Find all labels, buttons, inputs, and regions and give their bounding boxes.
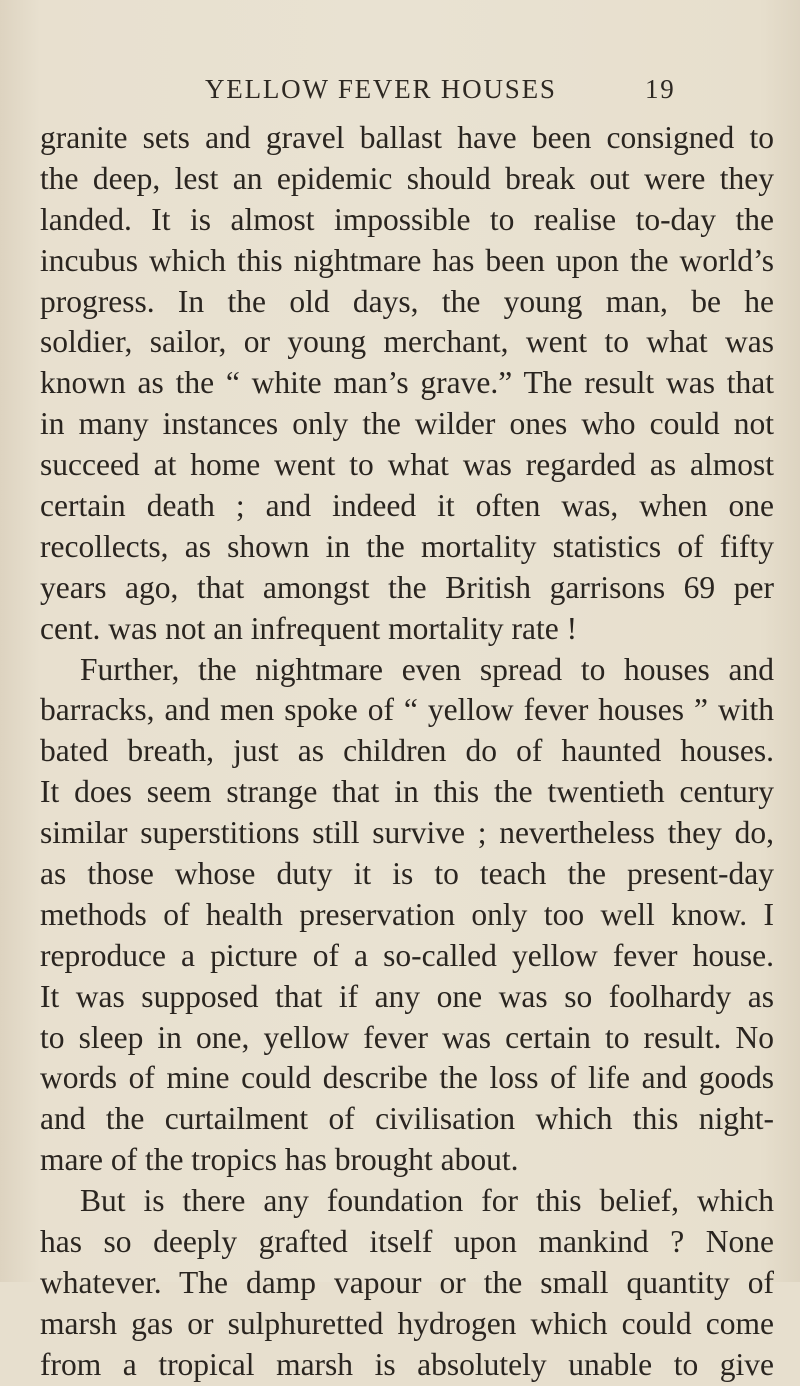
text-line: reproduce a picture of a so-called yellow fever house.	[40, 937, 774, 973]
text-line: has so deeply grafted itself upon mankind ? None	[40, 1224, 774, 1260]
running-head-title: YELLOW FEVER HOUSES	[205, 74, 557, 104]
text-line: marsh gas or sulphuretted hydrogen which could come	[40, 1305, 774, 1341]
text-line: the deep, lest an epidemic should break out were they	[40, 160, 774, 196]
page-number: 19	[645, 74, 676, 104]
text-line: mare of the tropics has brought about.	[40, 1142, 519, 1178]
text-line: bated breath, just as children do of haunted houses.	[40, 733, 774, 769]
text-line: known as the “ white man’s grave.” The result was that	[40, 365, 774, 401]
running-head	[205, 74, 685, 110]
text-line: as those whose duty it is to teach the present-day	[40, 856, 774, 892]
text-line: certain death ; and indeed it often was, when one	[40, 488, 774, 524]
text-line: It does seem strange that in this the twentieth century	[40, 774, 774, 810]
text-line: But is there any foundation for this belief, which	[80, 1183, 774, 1219]
text-line: Further, the nightmare even spread to houses and	[80, 651, 774, 687]
text-line: It was supposed that if any one was so foolhardy as	[40, 978, 774, 1014]
text-line: methods of health preservation only too well know. I	[40, 896, 774, 932]
text-line: to sleep in one, yellow fever was certain to result. No	[40, 1019, 774, 1055]
text-line: succeed at home went to what was regarded as almost	[40, 447, 774, 483]
text-line: landed. It is almost impossible to realise to-day the	[40, 201, 774, 237]
text-line: in many instances only the wilder ones who could not	[40, 406, 774, 442]
text-line: from a tropical marsh is absolutely unable to give	[40, 1346, 774, 1382]
text-line: incubus which this nightmare has been upon the world’s	[40, 242, 774, 278]
text-line: barracks, and men spoke of “ yellow fever houses ” with	[40, 692, 774, 728]
text-line: similar superstitions still survive ; nevertheless they do,	[40, 815, 774, 851]
text-line: soldier, sailor, or young merchant, went to what was	[40, 324, 774, 360]
text-line: words of mine could describe the loss of life and goods	[40, 1060, 774, 1096]
text-line: and the curtailment of civilisation which this night-	[40, 1101, 774, 1137]
text-line: whatever. The damp vapour or the small quantity of	[40, 1264, 774, 1300]
text-line: progress. In the old days, the young man, be he	[40, 283, 774, 319]
text-line: granite sets and gravel ballast have been consigned to	[40, 120, 774, 155]
text-line: cent. was not an infrequent mortality rate !	[40, 610, 578, 646]
body-text	[40, 118, 774, 1386]
text-line: recollects, as shown in the mortality statistics of fifty	[40, 528, 774, 564]
text-line: years ago, that amongst the British garrisons 69 per	[40, 569, 774, 605]
